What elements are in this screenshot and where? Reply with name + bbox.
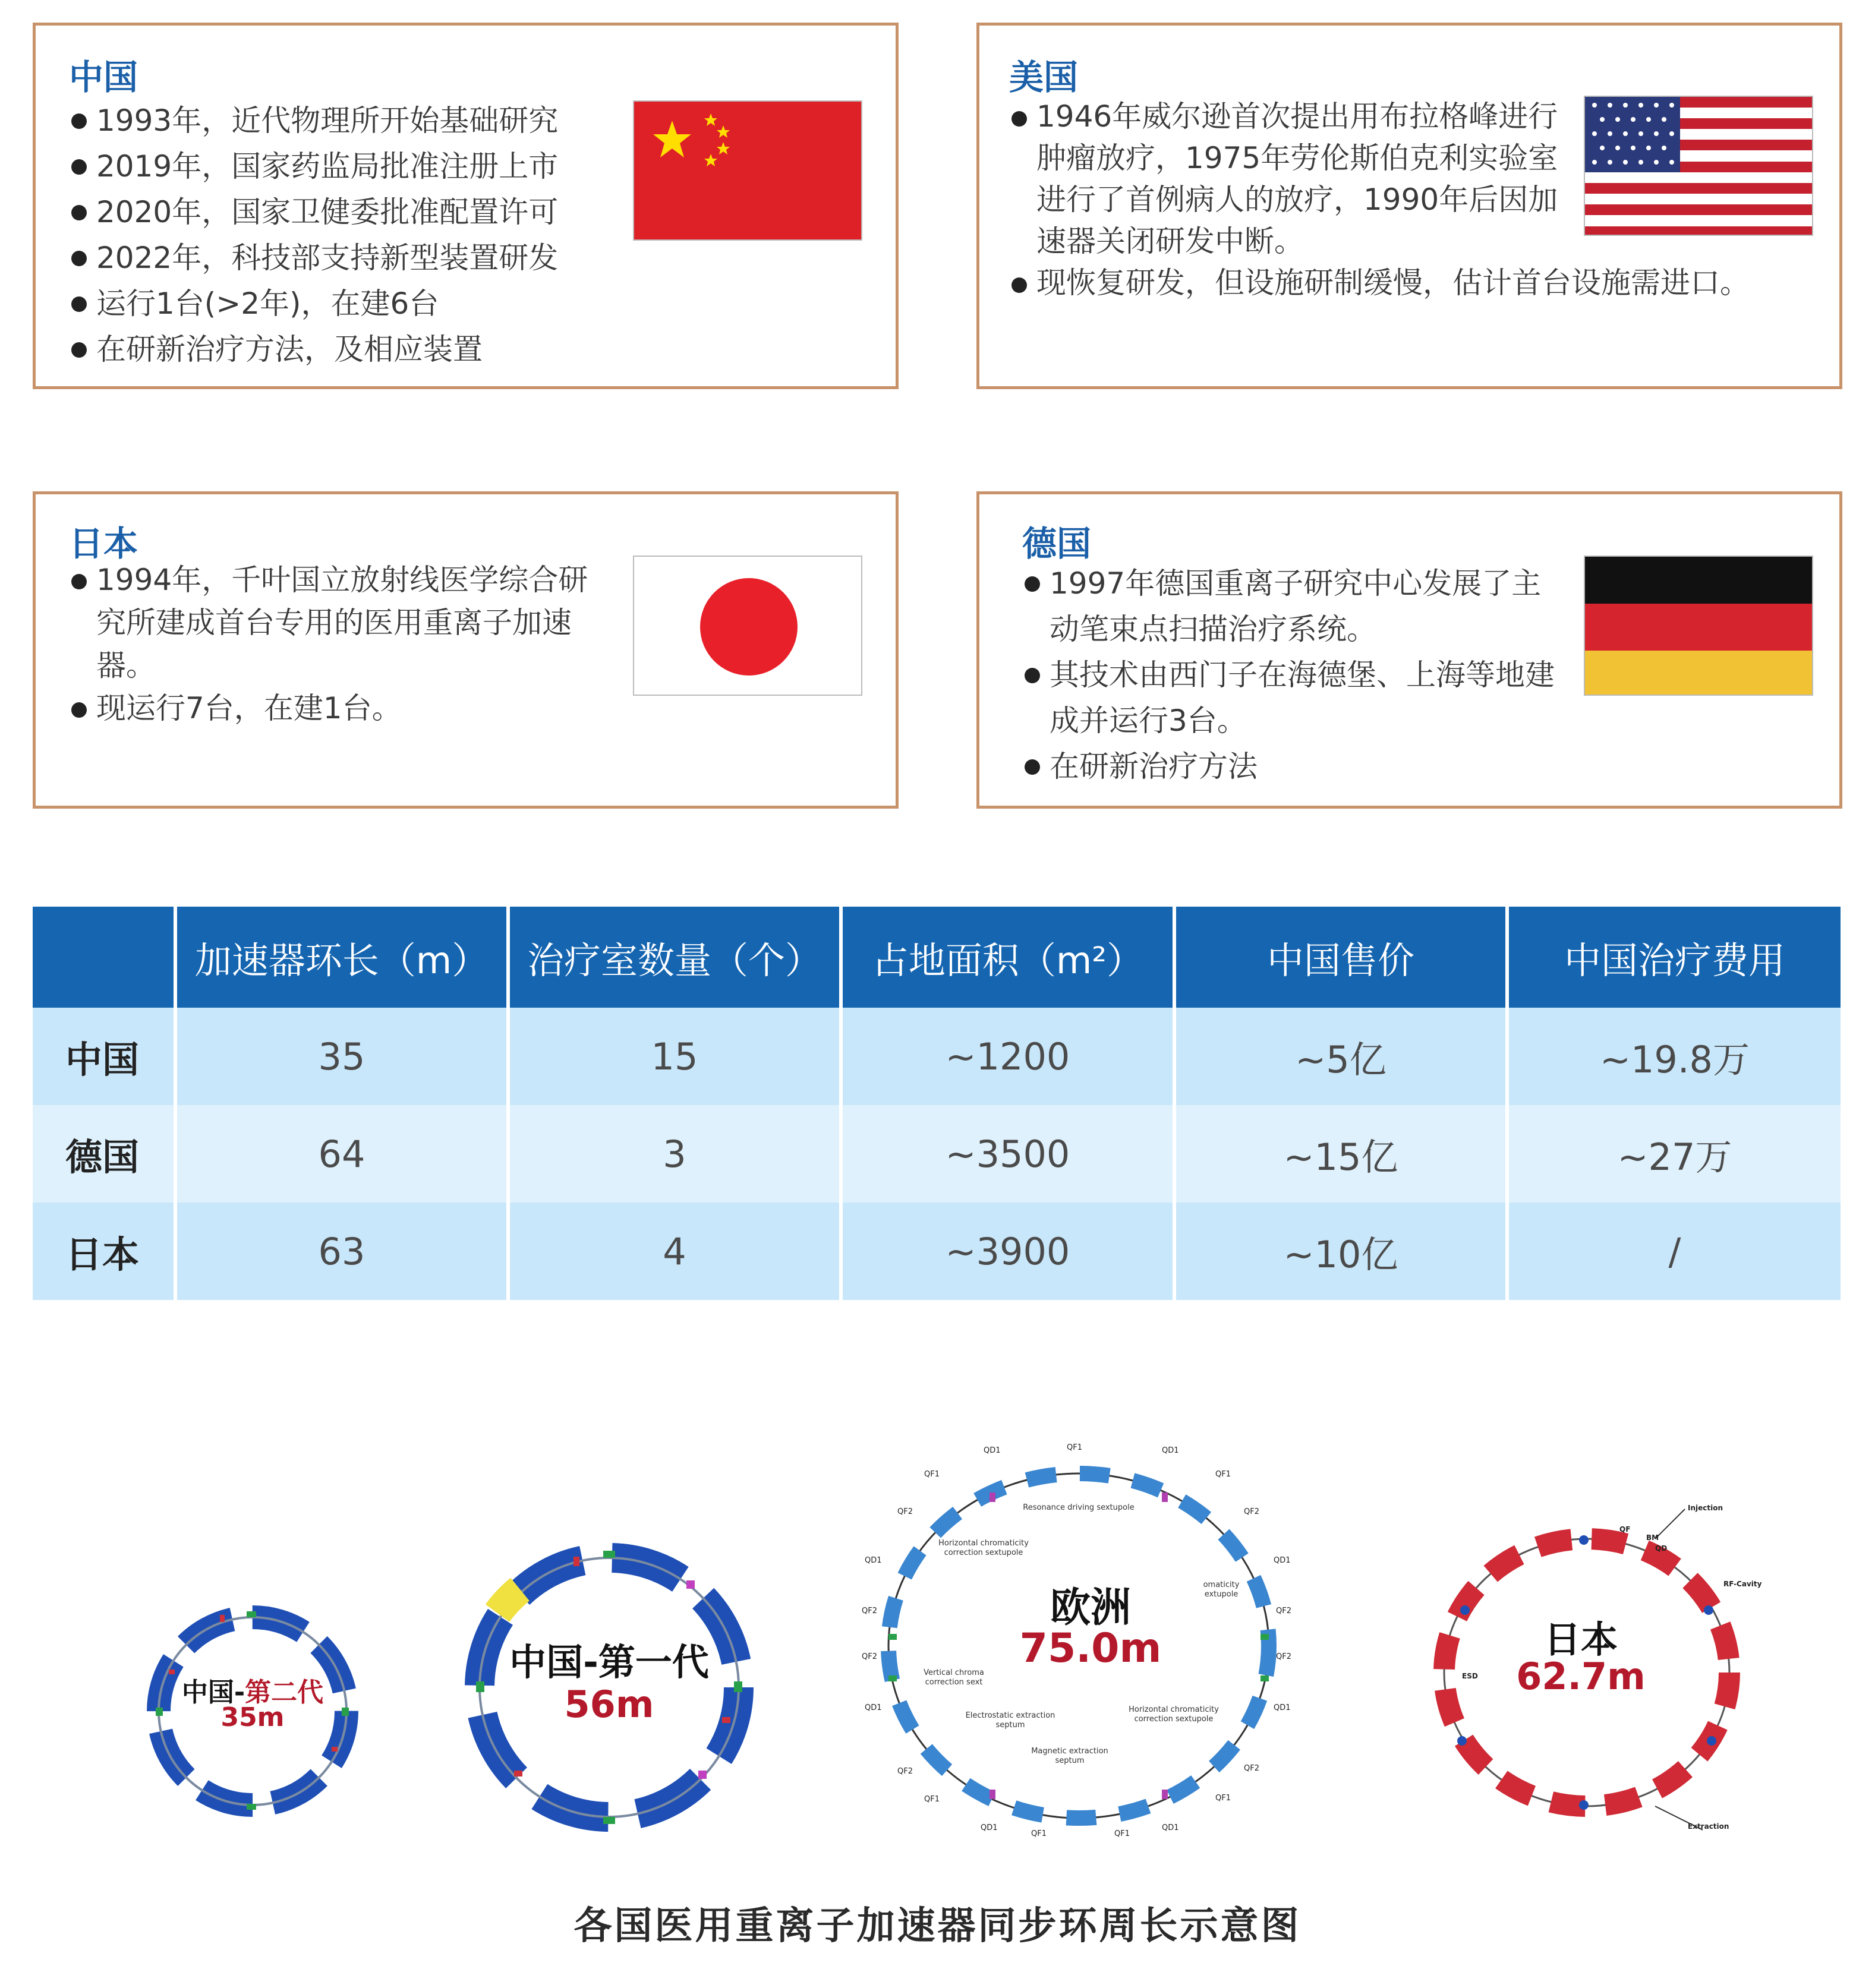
magnet-label: QD1 [984,1446,1001,1455]
table-cell: 德国 [33,1105,175,1203]
list-item: 运行1台(>2年)，在建6台 [69,281,628,327]
list-item: 2022年，科技部支持新型装置研发 [69,235,628,281]
card-title: 美国 [1009,57,1079,97]
japan-ring-title: 日本 [1543,1618,1618,1661]
card-list [69,558,616,730]
card-usa [976,23,1842,389]
annotation-label: Magnetic extraction septum [1031,1747,1108,1765]
table-cell: 4 [508,1203,841,1300]
table-cell: ~5亿 [1174,1008,1507,1105]
table-cell: 日本 [33,1203,175,1300]
injection-label: Injection [1688,1504,1723,1512]
magnet-label: QF1 [924,1470,940,1479]
magnet-label: QF1 [1215,1794,1231,1803]
magnet-label: QD1 [1274,1556,1291,1565]
card-japan [33,491,899,809]
table-cell: ~1200 [841,1008,1174,1105]
magnet-label: QD1 [865,1556,882,1565]
card-list [69,98,628,373]
rf-cavity-label: RF-Cavity [1723,1580,1762,1588]
germany-flag-icon [1584,556,1813,696]
qd-label: QD [1655,1544,1668,1552]
figure-caption: 各国医用重离子加速器同步环周长示意图 [573,1904,1302,1948]
china-flag-icon [633,100,862,241]
table-row [33,1105,1841,1203]
table-cell: 64 [175,1105,508,1203]
magnet-label: QF2 [1276,1652,1291,1661]
column-header: 占地面积（m²） [841,907,1174,1008]
annotation-label: Electrostatic extraction septum [965,1711,1055,1730]
japan-ring-length: 62.7m [1516,1655,1646,1698]
table-cell: ~3500 [841,1105,1174,1203]
table-cell: 35 [175,1008,508,1105]
china-gen2-ring-length: 35m [220,1702,285,1733]
magnet-label: QF2 [1244,1507,1259,1516]
column-header: 治疗室数量（个） [508,907,841,1008]
magnet-label: QF1 [1031,1829,1047,1838]
magnet-label: QF2 [862,1652,877,1661]
annotation-label: omaticity extupole [1203,1580,1240,1599]
list-item: 在研新治疗方法 [1022,744,1557,790]
ring-name-prefix: 中国- [181,1677,245,1708]
magnet-label: QD1 [981,1823,998,1832]
china-gen1-ring-title: 中国-第一代 [509,1640,709,1684]
table-cell: ~19.8万 [1507,1008,1841,1105]
table-cell: 3 [508,1105,841,1203]
list-item: 1997年德国重离子研究中心发展了主动笔束点扫描治疗系统。 [1022,561,1557,652]
magnet-label: QF2 [862,1607,877,1615]
magnet-label: QD1 [1162,1823,1179,1832]
list-item: 1993年，近代物理所开始基础研究 [69,98,628,144]
europe-ring-length: 75.0m [1019,1625,1162,1672]
annotation-label: Horizontal chromaticity correction sextupole [938,1539,1029,1557]
magnet-label: QF2 [897,1767,913,1776]
table-cell: ~15亿 [1174,1105,1507,1203]
card-germany [976,491,1842,809]
card-title: 德国 [1022,523,1092,564]
table-row [33,1203,1841,1300]
magnet-label: QD1 [1274,1703,1291,1712]
europe-ring-title: 欧洲 [1050,1585,1131,1632]
table-cell: 15 [508,1008,841,1105]
magnet-label: QF1 [1215,1470,1231,1479]
magnet-label: QF2 [1276,1607,1291,1615]
table-row [33,1008,1841,1105]
magnet-label: QD1 [1162,1446,1179,1455]
list-item: 现恢复研发，但设施研制缓慢，估计首台设施需进口。 [1009,262,1817,304]
column-header: 中国治疗费用 [1507,907,1841,1008]
card-list [1022,561,1557,790]
list-item-text: 1946年威尔逊首次提出用布拉格峰进行肿瘤放疗，1975年劳伦斯伯克利实验室进行了首例病人的放疗，1990年后因加速器关闭研发中断。 [1036,99,1558,258]
injection-line [1655,1509,1685,1539]
table-cell: 63 [175,1203,508,1300]
list-item: 2020年，国家卫健委批准配置许可 [69,190,628,235]
annotation-label: Horizontal chromaticity correction sextupole [1129,1705,1219,1724]
list-item: 现运行7台，在建1台。 [69,687,616,730]
table-header-row [33,907,1841,1008]
japan-flag-icon [633,556,862,696]
bm-label: BM [1646,1533,1659,1542]
list-item: 其技术由西门子在海德堡、上海等地建成并运行3台。 [1022,652,1557,744]
extraction-label: Extraction [1688,1822,1729,1831]
card-title: 中国 [69,57,138,97]
magnet-label: QF2 [897,1507,913,1516]
qf-label: QF [1619,1525,1631,1533]
list-item: 1994年，千叶国立放射线医学综合研究所建成首台专用的医用重离子加速器。 [69,558,616,687]
magnet-label: QF1 [1114,1829,1130,1838]
injection-section [497,1589,520,1613]
table-cell: / [1507,1203,1841,1300]
list-item: 2019年，国家药监局批准注册上市 [69,144,628,190]
esd-label: ESD [1462,1672,1478,1680]
annotation-label: Resonance driving sextupole [1023,1503,1135,1512]
table-cell: ~27万 [1507,1105,1841,1203]
comparison-table [33,907,1841,1300]
card-china [33,23,899,389]
column-header [33,907,175,1008]
magnet-label: QD1 [865,1703,882,1712]
china-gen1-ring-length: 56m [564,1683,654,1726]
magnet-label: QF2 [1244,1764,1259,1773]
table-cell: ~3900 [841,1203,1174,1300]
table-cell: 中国 [33,1008,175,1105]
card-title: 日本 [69,523,138,564]
list-item: 在研新治疗方法，及相应装置 [69,327,628,373]
magnet-label: QF1 [1067,1443,1082,1452]
annotation-label: Vertical chroma correction sext [924,1668,984,1687]
column-header: 中国售价 [1174,907,1507,1008]
magnet-label: QF1 [924,1795,940,1804]
table-cell: ~10亿 [1174,1203,1507,1300]
usa-flag-icon [1584,96,1813,236]
ring-name-suffix: 第二代 [245,1677,324,1708]
column-header: 加速器环长（m） [175,907,508,1008]
